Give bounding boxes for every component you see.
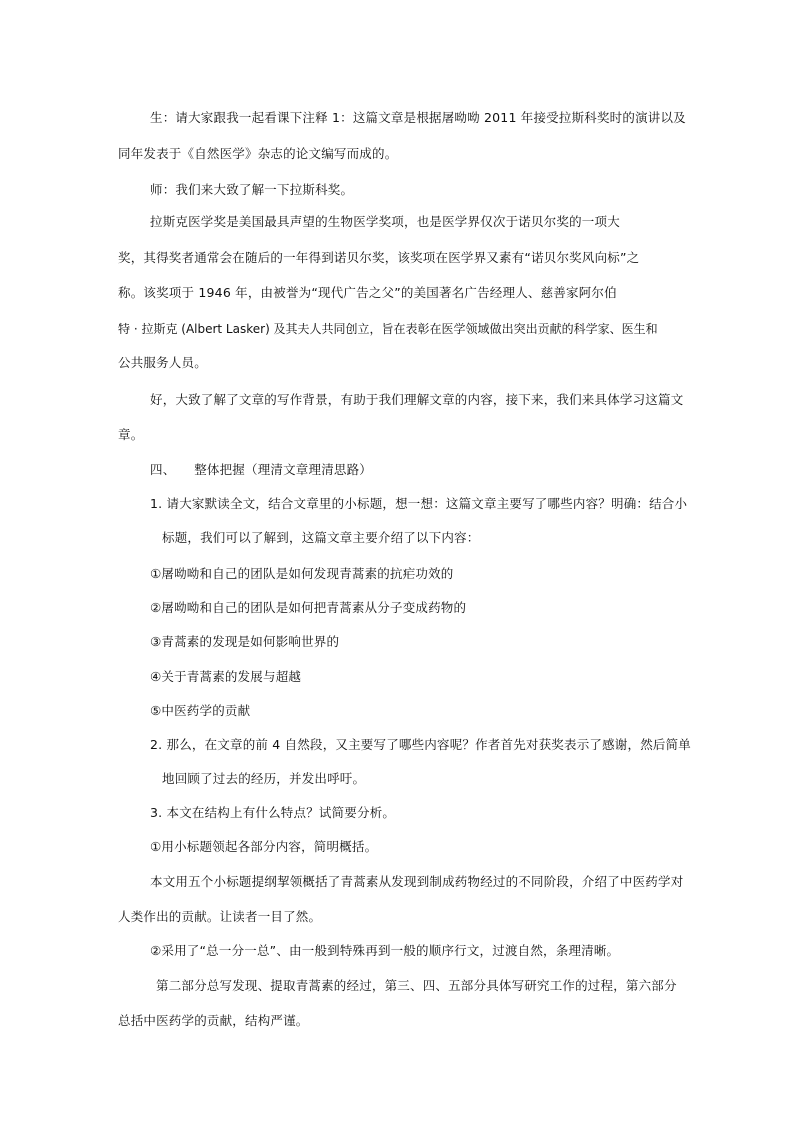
paragraph-line: 师：我们来大致了解一下拉斯科奖。 xyxy=(150,182,354,197)
section-heading-text: 整体把握（理清文章理清思路） xyxy=(194,462,372,477)
question-line: 地回顾了过去的经历，并发出呼吁。 xyxy=(162,771,366,786)
paragraph-line: 第二部分总写发现、提取青蒿素的经过，第三、四、五部分具体写研究工作的过程，第六部分 xyxy=(156,978,677,993)
list-item: ②采用了“总一分一总”、由一般到特殊再到一般的顺序行文，过渡自然，条理清晰。 xyxy=(150,943,620,958)
list-item: ④关于青蒿素的发展与超越 xyxy=(150,669,302,684)
section-heading xyxy=(150,462,372,478)
paragraph-line: 好，大致了解了文章的写作背景，有助于我们理解文章的内容，接下来，我们来具体学习这篇文 xyxy=(150,392,684,407)
paragraph-line: 本文用五个小标题提纲挈领概括了青蒿素从发现到制成药物经过的不同阶段，介绍了中医药学对 xyxy=(150,874,684,889)
question-line: 1. 请大家默读全文，结合文章里的小标题，想一想：这篇文章主要写了哪些内容？明确：结合小 xyxy=(150,496,688,511)
paragraph-line: 总括中医药学的贡献，结构严谨。 xyxy=(118,1013,309,1028)
paragraph-line: 同年发表于《自然医学》杂志的论文编写而成的。 xyxy=(118,146,398,161)
question-line: 标题，我们可以了解到，这篇文章主要介绍了以下内容： xyxy=(162,530,480,545)
paragraph-line: 生：请大家跟我一起看课下注释 1：这篇文章是根据屠呦呦 2011 年接受拉斯科奖时的演讲以及 xyxy=(150,110,686,125)
section-heading-number: 四、 xyxy=(150,462,176,477)
list-item: ①屠呦呦和自己的团队是如何发现青蒿素的抗疟功效的 xyxy=(150,566,454,581)
paragraph-line: 称。该奖项于 1946 年，由被誉为“现代广告之父”的美国著名广告经理人、慈善家阿尔伯 xyxy=(118,285,617,300)
question-line: 2. 那么，在文章的前 4 自然段，又主要写了哪些内容呢？作者首先对获奖表示了感谢，然后简单 xyxy=(150,737,692,752)
list-item: ①用小标题领起各部分内容，简明概括。 xyxy=(150,839,378,854)
paragraph-line: 章。 xyxy=(118,427,144,442)
paragraph-line: 公共服务人员。 xyxy=(118,355,207,370)
paragraph-line: 特 · 拉斯克 (Albert Lasker) 及其夫人共同创立，旨在表彰在医学领域做出突出贡献的科学家、医生和 xyxy=(118,322,658,336)
list-item: ②屠呦呦和自己的团队是如何把青蒿素从分子变成药物的 xyxy=(150,600,467,615)
paragraph-line: 人类作出的贡献。让读者一目了然。 xyxy=(118,909,322,924)
list-item: ③青蒿素的发现是如何影响世界的 xyxy=(150,634,340,649)
paragraph-line: 拉斯克医学奖是美国最具声望的生物医学奖项，也是医学界仅次于诺贝尔奖的一项大 xyxy=(150,214,620,229)
paragraph-line: 奖，其得奖者通常会在随后的一年得到诺贝尔奖，该奖项在医学界又素有“诺贝尔奖风向标”之 xyxy=(118,250,640,265)
list-item: ⑤中医药学的贡献 xyxy=(150,703,251,718)
question-line: 3. 本文在结构上有什么特点？试简要分析。 xyxy=(150,805,396,820)
